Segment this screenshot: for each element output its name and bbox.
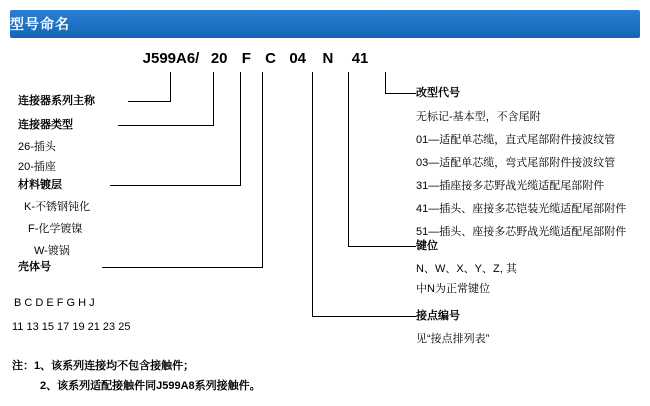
label-variant-item-3: 31—插座接多芯野战光缆适配尾部附件: [416, 180, 605, 192]
label-key-title: 键位: [416, 240, 438, 252]
label-type-item-0: 26-插头: [18, 141, 56, 153]
label-type-item-1: 20-插座: [18, 161, 56, 173]
leader-line-h-plating: [110, 185, 241, 186]
label-variant-item-0: 无标记-基本型，不含尾附: [416, 111, 541, 123]
label-contact-item-0: 见“接点排列表”: [416, 333, 490, 345]
leader-line-v-shell: [262, 72, 263, 268]
part-number-code: [140, 50, 371, 72]
code-segment-2: F: [241, 50, 251, 67]
label-variant-title: 改型代号: [416, 87, 460, 99]
leader-line-v-type: [213, 72, 214, 126]
footnote-1: 2、该系列适配接触件同J599A8系列接触件。: [40, 380, 261, 392]
label-shell-item-0: B C D E F G H J: [14, 297, 95, 309]
leader-line-h-variant: [385, 93, 416, 94]
code-segment-0: J599A6/: [142, 50, 200, 67]
code-segment-3: C: [265, 50, 276, 67]
label-key-item-0: N、W、X、Y、Z, 其: [416, 263, 517, 275]
label-type-title: 连接器类型: [18, 119, 73, 131]
label-plating-item-0: K-不锈钢钝化: [24, 201, 90, 213]
label-variant-item-5: 51—插头、座接多芯野战光缆适配尾部附件: [416, 226, 627, 238]
page-title: 型号命名: [10, 16, 70, 32]
leader-line-v-series: [170, 72, 171, 102]
leader-line-h-type: [118, 125, 214, 126]
label-plating-title: 材料镀层: [18, 179, 62, 191]
code-segment-5: N: [322, 50, 334, 67]
label-shell-item-1: 11 13 15 17 19 21 23 25: [12, 321, 131, 333]
code-segment-6: 41: [351, 50, 369, 67]
label-shell-title: 壳体号: [18, 261, 51, 273]
header-bar: [10, 10, 640, 38]
label-key-item-1: 中N为正常键位: [416, 283, 490, 295]
label-series-title: 连接器系列主称: [18, 95, 95, 107]
leader-line-v-contact: [312, 72, 313, 317]
code-segment-4: 04: [289, 50, 307, 67]
leader-line-h-key: [348, 246, 416, 247]
code-segment-1: 20: [210, 50, 228, 67]
label-plating-item-1: F-化学镀镍: [28, 223, 83, 235]
leader-line-h-series: [128, 101, 171, 102]
footnote-0: 注：1、该系列连接均不包含接触件；: [12, 360, 195, 372]
label-contact-title: 接点编号: [416, 310, 460, 322]
label-variant-item-2: 03—适配单芯缆，弯式尾部附件接波纹管: [416, 157, 616, 169]
leader-line-v-variant: [385, 72, 386, 94]
label-variant-item-4: 41—插头、座接多芯铠装光缆适配尾部附件: [416, 203, 627, 215]
leader-line-v-plating: [240, 72, 241, 186]
label-variant-item-1: 01—适配单芯缆，直式尾部附件接波纹管: [416, 134, 616, 146]
leader-line-h-contact: [312, 316, 416, 317]
leader-line-v-key: [348, 72, 349, 247]
label-plating-item-2: W-镀锅: [34, 245, 70, 257]
leader-line-h-shell: [102, 267, 263, 268]
